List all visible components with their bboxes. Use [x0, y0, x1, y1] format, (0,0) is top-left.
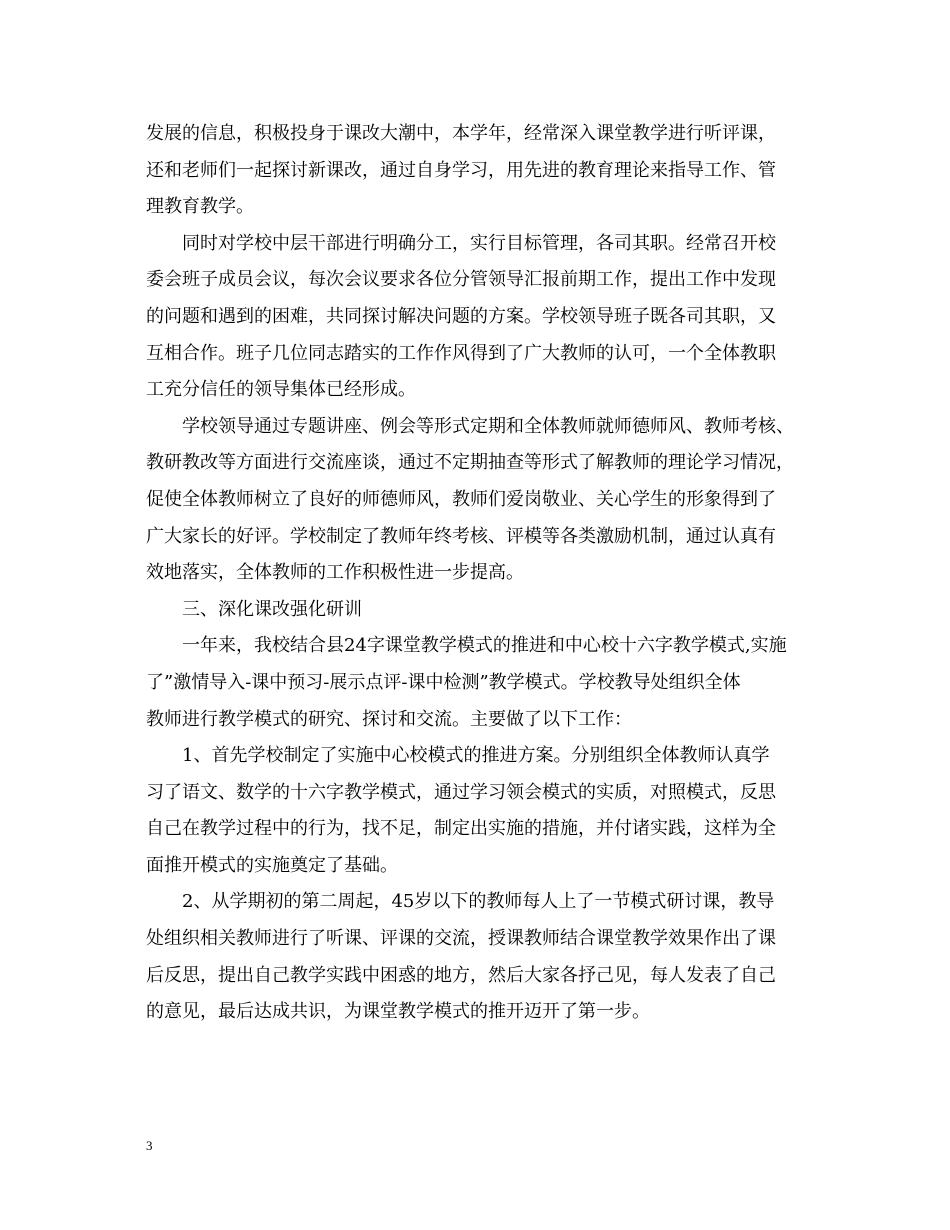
text-line: 教研教改等方面进行交流座谈，通过不定期抽查等形式了解教师的理论学习情况， [146, 452, 794, 474]
section-heading: 三、深化课改强化研训 [182, 598, 362, 620]
text-line: 面推开模式的实施奠定了基础。 [146, 854, 398, 876]
document-body [146, 116, 816, 1031]
text-line: 发展的信息，积极投身于课改大潮中，本学年，经常深入课堂教学进行听评课， [146, 123, 776, 144]
paragraph-start-line: 2、从学期初的第二周起，45岁以下的教师每人上了一节模式研讨课，教导 [182, 891, 775, 913]
text-line: 理教育教学。 [146, 196, 254, 218]
text-line: 促使全体教师树立了良好的师德师风，教师们爱岗敬业、关心学生的形象得到了 [146, 488, 776, 510]
text-line: 工充分信任的领导集体已经形成。 [146, 379, 416, 401]
paragraph-start-line: 一年来，我校结合县24字课堂教学模式的推进和中心校十六字教学模式,实施 [182, 635, 787, 657]
paragraph-start-line: 1、首先学校制定了实施中心校模式的推进方案。分别组织全体教师认真学 [182, 745, 770, 767]
text-line: 后反思，提出自己教学实践中困惑的地方，然后大家各抒己见，每人发表了自己 [146, 964, 776, 986]
text-line: 处组织相关教师进行了听课、评课的交流，授课教师结合课堂教学效果作出了课 [146, 928, 776, 950]
text-line: 广大家长的好评。学校制定了教师年终考核、评模等各类激励机制，通过认真有 [146, 525, 776, 547]
text-line: 了”激情导入-课中预习-展示点评-课中检测”教学模式。学校教导处组织全体 [146, 671, 741, 693]
text-line: 教师进行教学模式的研究、探讨和交流。主要做了以下工作： [146, 708, 632, 730]
text-line: 的意见，最后达成共识，为课堂教学模式的推开迈开了第一步。 [146, 1001, 650, 1023]
text-line: 自己在教学过程中的行为，找不足，制定出实施的措施，并付诸实践，这样为全 [146, 818, 776, 840]
text-line: 习了语文、数学的十六字教学模式，通过学习领会模式的实质，对照模式，反思 [146, 781, 776, 803]
page-number: 3 [146, 1138, 153, 1153]
text-line: 的问题和遇到的困难，共同探讨解决问题的方案。学校领导班子既各司其职，又 [146, 305, 776, 327]
text-line: 还和老师们一起探讨新课改，通过自身学习，用先进的教育理论来指导工作、管 [146, 159, 776, 181]
paragraph-start-line: 同时对学校中层干部进行明确分工，实行目标管理，各司其职。经常召开校 [182, 232, 776, 254]
text-line: 互相合作。班子几位同志踏实的工作作风得到了广大教师的认可，一个全体教职 [146, 342, 776, 364]
text-line: 效地落实，全体教师的工作积极性进一步提高。 [146, 562, 524, 584]
text-line: 委会班子成员会议，每次会议要求各位分管领导汇报前期工作，提出工作中发现 [146, 269, 776, 291]
paragraph-start-line: 学校领导通过专题讲座、例会等形式定期和全体教师就师德师风、教师考核、 [182, 415, 794, 437]
